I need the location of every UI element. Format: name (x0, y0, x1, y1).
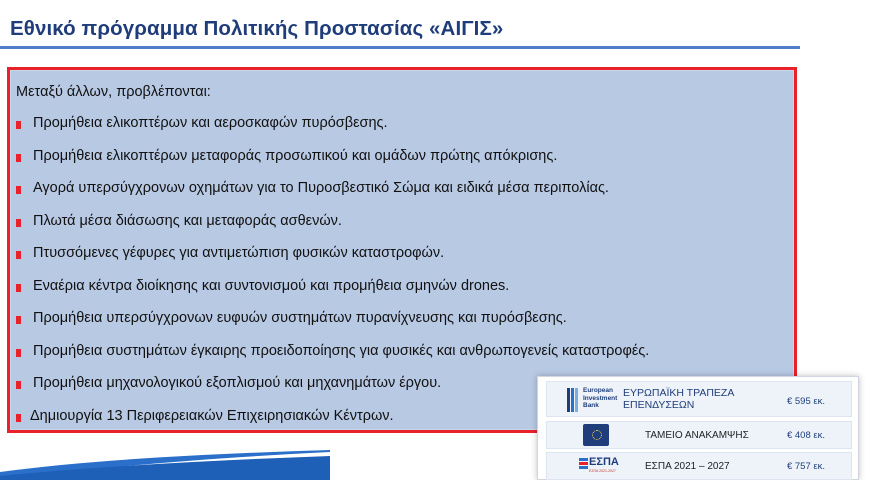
funding-row-eib (546, 381, 852, 417)
espa-amount: € 757 εκ. (786, 461, 825, 472)
bullet-icon (16, 414, 21, 422)
rrf-label: ΤΑΜΕΙΟ ΑΝΑΚΑΜΨΗΣ (645, 430, 749, 441)
page-title: Εθνικό πρόγραμμα Πολιτικής Προστασίας «ΑΙΓΙΣ» (10, 17, 504, 40)
bullet-icon (16, 349, 21, 357)
bullet-icon (16, 154, 21, 162)
eib-amount: € 595 εκ. (786, 396, 825, 407)
espa-logo-icon (579, 458, 588, 469)
eib-logo: European Investment Bank (567, 386, 625, 414)
bullet-icon (16, 284, 21, 292)
rrf-logo-icon (583, 424, 609, 446)
funding-row-rrf (546, 421, 852, 449)
funding-row-espa (546, 452, 852, 480)
title-underline (0, 46, 800, 49)
bullet-icon (16, 219, 21, 227)
bullet-icon (16, 251, 21, 259)
eib-logo-icon (567, 388, 581, 412)
decorative-swoosh (0, 450, 330, 480)
bullet-icon (16, 121, 21, 129)
rrf-amount: € 408 εκ. (786, 430, 825, 441)
bullet-icon (16, 316, 21, 324)
eib-label: ΕΥΡΩΠΑΪΚΗ ΤΡΑΠΕΖΑ ΕΠΕΝΔΥΣΕΩΝ (623, 387, 735, 411)
bullet-icon (16, 381, 21, 389)
intro-text: Μεταξύ άλλων, προβλέπονται: (16, 84, 211, 100)
funding-card (537, 376, 859, 480)
content-box: Μεταξύ άλλων, προβλέπονται: Προμήθεια ελικοπτέρων και αεροσκαφών πυρόσβεσης. Προμήθεια ελικοπτέρων μεταφοράς προσωπικού και ομάδων πρώτης απόκρισης. Αγορά υπερσύγχρονων οχημάτων για το Πυροσβεστικό Σώμα και ειδικά μέσα περιπολίας. Πλωτά μέσα διάσωσης και μεταφοράς ασθενών. Πτυσσόμενες γέφυρες για αντιμετώπιση φυσικών καταστροφών. Εναέρια κέντρα διοίκησης και συντονισμού και προμήθεια σμηνών drones. Προμήθεια υπερσύγχρονων ευφυών συστημάτων πυρανίχνευσης και πυρόσβεσης. Προμήθεια συστημάτων έγκαιρης προειδοποίησης για φυσικές και ανθρωπογενείς καταστροφές. Προμήθεια μηχανολογικού εξοπλισμού και μηχανημάτων έργου. Δημιουργία 13 Περιφερειακών Επιχειρησιακών Κέντρων. (7, 67, 797, 433)
espa-label: ΕΣΠΑ 2021 – 2027 (645, 461, 730, 472)
espa-logo: ΕΣΠΑ ΕΣΠΑ 2021-2027 (579, 456, 619, 476)
bullet-icon (16, 186, 21, 194)
